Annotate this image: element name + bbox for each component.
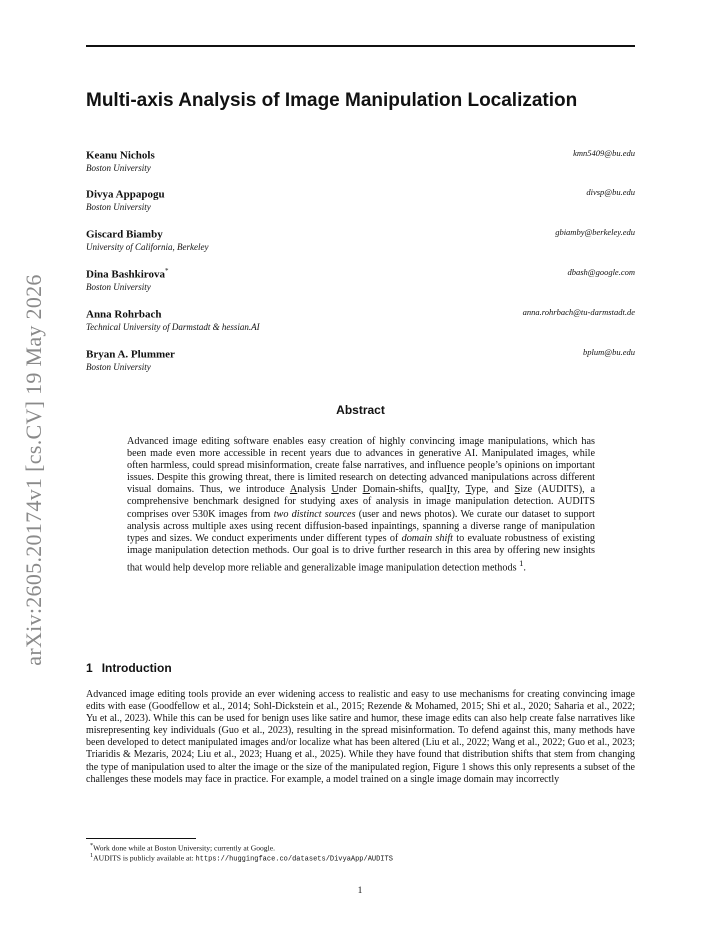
author-block (86, 345, 635, 373)
author-affiliation: Boston University (86, 361, 151, 372)
footnote-reference[interactable]: 1 (519, 557, 524, 568)
author-name: Anna Rohrbach (86, 308, 162, 321)
author-name: Keanu Nichols (86, 149, 155, 162)
arxiv-sidebar (14, 274, 54, 666)
author-block (86, 225, 635, 253)
footnote: $^1$AUDITS is publicly available at: https://huggingface.co/datasets/DivyaApp/AUDITS (90, 852, 393, 864)
author-email[interactable]: dbash@google.com (567, 267, 635, 277)
author-footnote-mark: * (164, 267, 169, 275)
author-email[interactable]: kmn5409@bu.edu (573, 148, 635, 158)
abstract-heading: Abstract (336, 403, 385, 417)
author-name: Divya Appapogu (86, 188, 165, 201)
author-affiliation: University of California, Berkeley (86, 241, 209, 252)
paper-title: Multi-axis Analysis of Image Manipulation Localization (86, 90, 578, 111)
top-rule (86, 45, 635, 47)
arxiv-identifier: arXiv:2605.20174v1 [cs.CV] 19 May 2026 (21, 274, 46, 666)
author-name: Dina Bashkirova* (86, 267, 169, 281)
footnote: *Work done while at Boston University; currently at Google. (90, 842, 275, 853)
author-name: Giscard Biamby (86, 228, 163, 241)
author-email[interactable]: bplum@bu.edu (583, 347, 635, 357)
author-affiliation: Boston University (86, 281, 151, 292)
section-heading: 1 Introduction (86, 661, 172, 675)
author-email[interactable]: gbiamby@berkeley.edu (555, 227, 635, 237)
author-affiliation: Boston University (86, 201, 151, 212)
author-block (86, 305, 635, 333)
introduction-text: Advanced image editing tools provide an ever widening access to realistic and easy to use mechanisms for creating convincing image edits with ease (Goodfellow et al., 2014; Sohl-Dickstein et al., 2015; Rezende & Mohamed, 2015; Shi et al., 2020; Saharia et al., 2022; Yu et al., 2023). While this can be used for benign uses like satire and humor, these image edits can also help create false narratives like misrepresenting key individuals (Guo et al., 2023), resulting in the spread misinformation. To defend against this, many methods have been developed to detect manipulated images and/or localize what has been altered (Liu et al., 2022; Wang et al., 2022; Guo et al., 2023; Triaridis & Mezaris, 2024; Liu et al., 2023; Huang et al., 2025). While they have found that distribution shifts that stem from changing the type of manipulation used to alter the image or the size of the manipulated region, Figure 1 shows this only represents a subset of the challenges these models may face in practice. For example, a model trained on a single image domain may incorrectly (86, 689, 635, 785)
author-email[interactable]: divsp@bu.edu (586, 187, 635, 197)
footnote-rule (86, 838, 196, 839)
author-name: Bryan A. Plummer (86, 348, 175, 361)
dataset-link[interactable]: https://huggingface.co/datasets/DivyaApp/AUDITS (195, 855, 393, 864)
page-number: 1 (357, 886, 363, 896)
author-block (86, 265, 635, 293)
author-block (86, 185, 635, 213)
author-affiliation: Technical University of Darmstadt & hessian.AI (86, 321, 260, 332)
author-email[interactable]: anna.rohrbach@tu-darmstadt.de (522, 307, 635, 317)
author-block (86, 146, 635, 174)
abstract-body: Advanced image editing software enables easy creation of highly convincing image manipulations, which has been made even more accessible in recent years due to advances in generative AI. Manipulated images, while often harmless, could spread misinformation, create false narratives, and influence people’s opinions on important issues. Despite this growing threat, there is limited research on detecting advanced manipulations across different visual domains. Thus, we introduce Analysis Under Domain-shifts, qualIty, Type, and Size (AUDITS), a comprehensive benchmark designed for studying axes of analysis in image manipulation detection. AUDITS comprises over 530K images from two distinct sources (user and news photos). We curate our dataset to support analysis across multiple axes using recent diffusion-based inpaintings, spanning a diverse range of manipulation types and sizes. We conduct experiments under different types of domain shift to evaluate robustness of existing image manipulation detection methods. Our goal is to drive further research in this area by offering new insights that would help develop more reliable and generalizable image manipulation detection methods $^1$. (127, 436, 595, 574)
author-affiliation: Boston University (86, 162, 151, 173)
